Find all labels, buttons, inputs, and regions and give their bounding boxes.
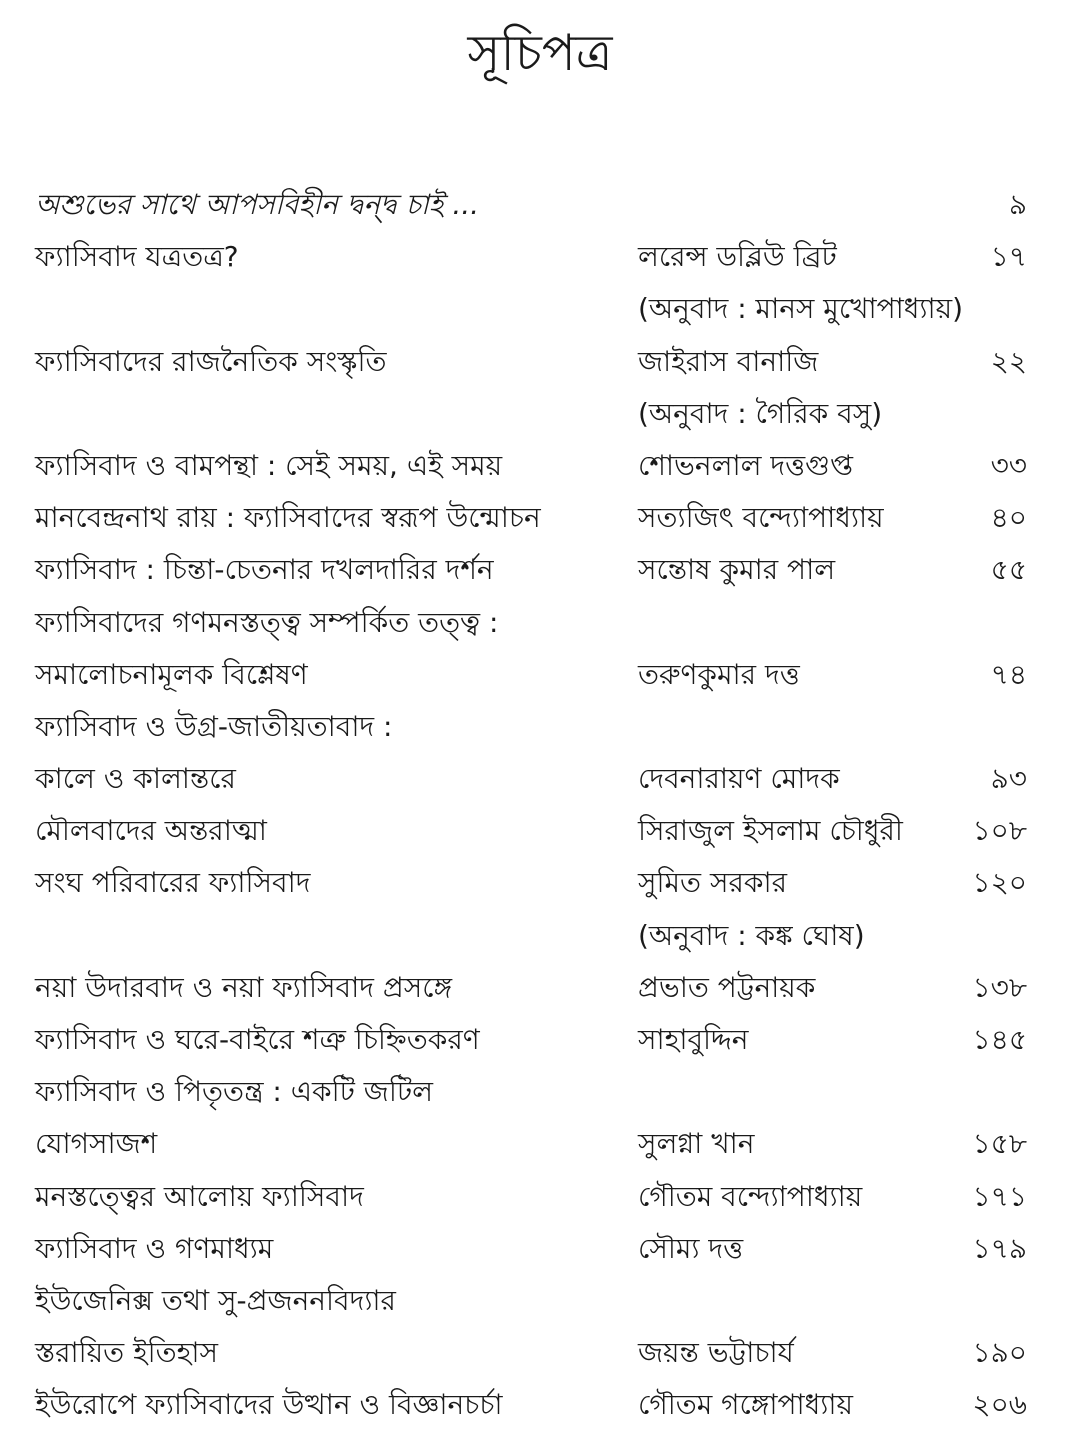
entry-author: (অনুবাদ : কঙ্ক ঘোষ) (638, 918, 865, 952)
entry-title: ইউজেনিক্স তথা সু-প্রজননবিদ্যার (35, 1283, 396, 1317)
toc-entry (0, 1223, 1080, 1275)
entry-page-number: ৯ (1008, 188, 1027, 221)
entry-page-number: ১০৮ (972, 814, 1027, 848)
entry-title: স্তরায়িত ইতিহাস (35, 1336, 218, 1370)
entry-author: সুমিত সরকার (638, 866, 787, 900)
entry-author: গৌতম বন্দ্যোপাধ্যায় (638, 1179, 863, 1213)
page-title: সূচিপত্র (467, 24, 613, 82)
toc-entry (0, 597, 1080, 649)
entry-title: সংঘ পরিবারের ফ্যাসিবাদ (35, 866, 311, 900)
toc-entry (0, 962, 1080, 1014)
table-of-contents (0, 179, 1080, 1432)
toc-entry (0, 1066, 1080, 1118)
entry-title: অশুভের সাথে আপসবিহীন দ্বন্দ্ব চাই ... (35, 188, 480, 221)
entry-title: ইউরোপে ফ্যাসিবাদের উত্থান ও বিজ্ঞানচর্চা (35, 1388, 503, 1422)
toc-entry (0, 1327, 1080, 1379)
toc-entry (0, 1275, 1080, 1327)
entry-title: যোগসাজশ (35, 1127, 158, 1161)
entry-title: কালে ও কালান্তরে (35, 762, 236, 796)
toc-entry (0, 1014, 1080, 1066)
entry-author: শোভনলাল দত্তগুপ্ত (638, 448, 853, 482)
entry-author: সৌম্য দত্ত (638, 1231, 744, 1265)
toc-entry (0, 649, 1080, 701)
entry-page-number: ২০৬ (972, 1388, 1027, 1422)
entry-page-number: ৪০ (990, 501, 1027, 535)
entry-author: সত্যজিৎ বন্দ্যোপাধ্যায় (638, 501, 884, 535)
entry-author: প্রভাত পট্টনায়ক (638, 970, 816, 1004)
entry-title: ফ্যাসিবাদের গণমনস্তত্ত্ব সম্পর্কিত তত্ত্ব : (35, 605, 499, 639)
entry-page-number: ১৭৯ (972, 1231, 1027, 1265)
entry-title: ফ্যাসিবাদ ও ঘরে-বাইরে শত্রু চিহ্নিতকরণ (35, 1023, 480, 1056)
entry-page-number: ৭৪ (990, 657, 1027, 691)
entry-author: জয়ন্ত ভট্টাচার্য (638, 1336, 794, 1370)
toc-entry (0, 701, 1080, 753)
entry-page-number: ২২ (990, 344, 1027, 378)
toc-entry (0, 1379, 1080, 1431)
toc-entry (0, 388, 1080, 440)
toc-entry (0, 231, 1080, 283)
toc-entry (0, 336, 1080, 388)
entry-author: সিরাজুল ইসলাম চৌধুরী (638, 814, 903, 848)
entry-page-number: ১৭ (990, 240, 1027, 274)
entry-title: সমালোচনামূলক বিশ্লেষণ (35, 657, 308, 691)
entry-page-number: ১৪৫ (972, 1023, 1027, 1056)
entry-author: (অনুবাদ : মানস মুখোপাধ্যায়) (638, 292, 964, 326)
entry-page-number: ৫৫ (990, 553, 1027, 587)
entry-author: দেবনারায়ণ মোদক (638, 762, 840, 796)
entry-author: সন্তোষ কুমার পাল (638, 553, 836, 587)
toc-entry (0, 1118, 1080, 1170)
entry-author: তরুণকুমার দত্ত (638, 657, 800, 691)
entry-title: ফ্যাসিবাদ ও উগ্র-জাতীয়তাবাদ : (35, 709, 393, 743)
toc-entry (0, 805, 1080, 857)
toc-entry (0, 492, 1080, 544)
entry-author: লরেন্স ডব্লিউ ব্রিট (638, 240, 837, 274)
entry-title: ফ্যাসিবাদ যত্রতত্র? (35, 240, 239, 274)
entry-page-number: ১৯০ (972, 1336, 1027, 1370)
entry-title: ফ্যাসিবাদ ও বামপন্থা : সেই সময়, এই সময় (35, 448, 503, 482)
toc-entry (0, 753, 1080, 805)
toc-entry (0, 910, 1080, 962)
entry-page-number: ৯৩ (990, 762, 1027, 796)
entry-page-number: ১৩৮ (972, 970, 1027, 1004)
entry-author: জাইরাস বানাজি (638, 344, 819, 378)
entry-author: সুলগ্না খান (638, 1127, 755, 1161)
entry-title: ফ্যাসিবাদ : চিন্তা-চেতনার দখলদারির দর্শন (35, 553, 494, 587)
entry-author: গৌতম গঙ্গোপাধ্যায় (638, 1388, 854, 1422)
toc-entry (0, 1171, 1080, 1223)
entry-title: মনস্তত্ত্বের আলোয় ফ্যাসিবাদ (35, 1179, 364, 1213)
entry-title: ফ্যাসিবাদের রাজনৈতিক সংস্কৃতি (35, 344, 387, 378)
entry-page-number: ১৫৮ (972, 1127, 1027, 1161)
entry-author: (অনুবাদ : গৈরিক বসু) (638, 396, 883, 430)
entry-page-number: ১২০ (972, 866, 1027, 900)
toc-entry (0, 544, 1080, 596)
entry-title: ফ্যাসিবাদ ও গণমাধ্যম (35, 1231, 274, 1265)
toc-entry (0, 179, 1080, 231)
entry-page-number: ১৭১ (972, 1179, 1027, 1213)
entry-title: নয়া উদারবাদ ও নয়া ফ্যাসিবাদ প্রসঙ্গে (35, 970, 453, 1004)
entry-title: ফ্যাসিবাদ ও পিতৃতন্ত্র : একটি জটিল (35, 1075, 433, 1109)
entry-author: সাহাবুদ্দিন (638, 1023, 749, 1056)
entry-page-number: ৩৩ (990, 448, 1027, 482)
entry-title: মানবেন্দ্রনাথ রায় : ফ্যাসিবাদের স্বরূপ উন্মোচন (35, 501, 541, 535)
entry-title: মৌলবাদের অন্তরাত্মা (35, 814, 267, 848)
toc-entry (0, 440, 1080, 492)
toc-entry (0, 857, 1080, 909)
toc-entry (0, 283, 1080, 335)
